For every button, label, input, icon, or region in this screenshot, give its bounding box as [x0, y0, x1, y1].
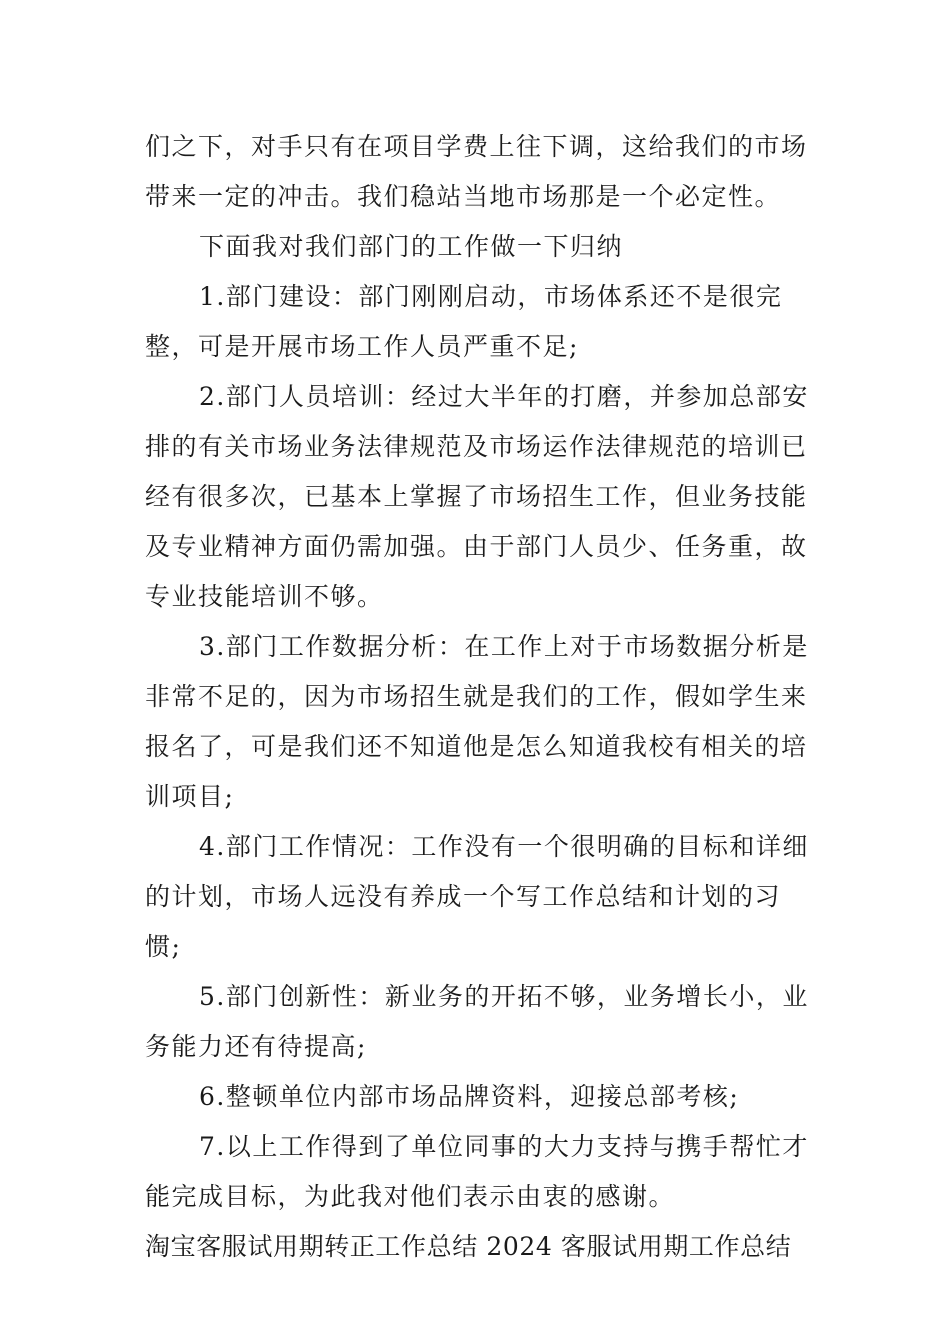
paragraph-summary-intro: 下面我对我们部门的工作做一下归纳: [199, 232, 624, 261]
paragraph-continuation: 们之下，对手只有在项目学费上往下调，这给我们的市场带来一定的冲击。我们稳站当地市场那是一个必定性。: [145, 132, 808, 211]
paragraph-item-7: 7.以上工作得到了单位同事的大力支持与携手帮忙才能完成目标，为此我对他们表示由衷的感谢。: [145, 1132, 809, 1211]
next-article-title: 淘宝客服试用期转正工作总结 2024 客服试用期工作总结: [145, 1232, 792, 1261]
paragraph-item-6: 6.整顿单位内部市场品牌资料，迎接总部考核;: [199, 1082, 740, 1111]
paragraph-item-2: 2.部门人员培训：经过大半年的打磨，并参加总部安排的有关市场业务法律规范及市场运作法律规范的培训已经有很多次，已基本上掌握了市场招生工作，但业务技能及专业精神方面仍需加强。由于部门人员少、任务重，故专业技能培训不够。: [145, 382, 809, 611]
paragraph-item-4: 4.部门工作情况：工作没有一个很明确的目标和详细的计划，市场人远没有养成一个写工作总结和计划的习惯;: [145, 832, 809, 961]
paragraph-item-1: 1.部门建设：部门刚刚启动，市场体系还不是很完整，可是开展市场工作人员严重不足;: [145, 282, 783, 361]
document-body: [145, 122, 815, 1272]
paragraph-item-5: 5.部门创新性：新业务的开拓不够，业务增长小，业务能力还有待提高;: [145, 982, 809, 1061]
paragraph-item-3: 3.部门工作数据分析：在工作上对于市场数据分析是非常不足的，因为市场招生就是我们的工作，假如学生来报名了，可是我们还不知道他是怎么知道我校有相关的培训项目;: [145, 632, 809, 811]
